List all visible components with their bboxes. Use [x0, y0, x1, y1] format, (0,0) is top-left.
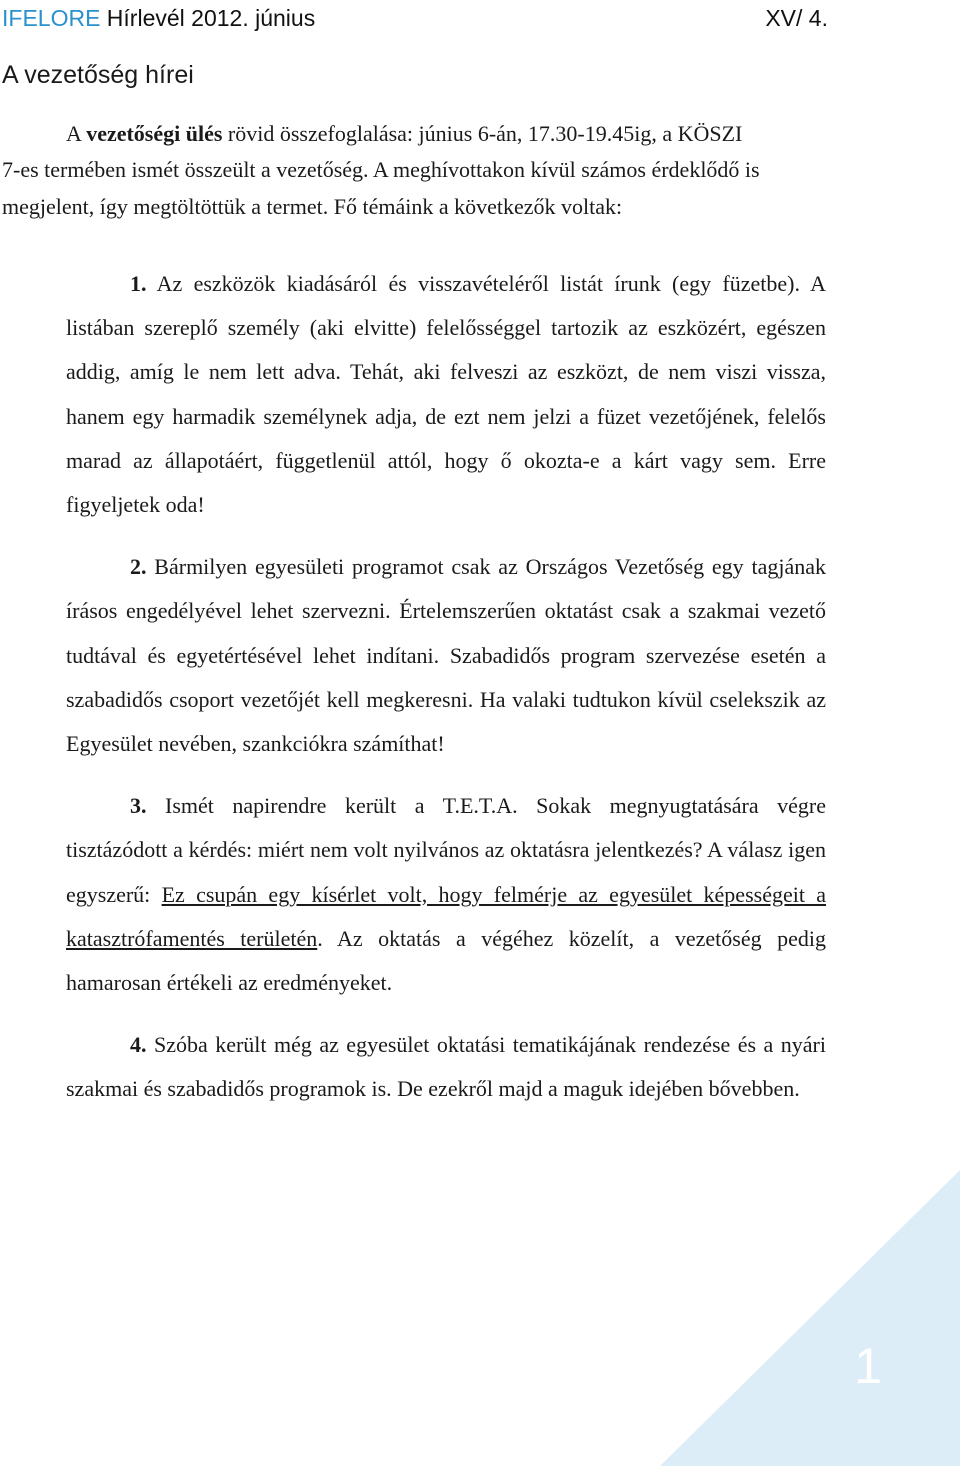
item-text-after: . Az oktatás a végéhez közelít, a vezetőség pedig hamarosan értékeli az eredményeket.: [66, 925, 826, 996]
section-title: A vezetőség hírei: [2, 61, 194, 89]
intro-paragraph: [2, 116, 762, 225]
newsletter-header: [2, 4, 828, 32]
agenda-list: [66, 262, 826, 1130]
corner-triangle: [660, 1170, 960, 1466]
agenda-item-3: [66, 784, 826, 1005]
issue-date: Hírlevél 2012. június: [100, 5, 316, 31]
intro-bold-term: vezetőségi ülés: [86, 121, 223, 146]
issue-number: XV/ 4.: [765, 5, 828, 31]
agenda-item-2: [66, 545, 826, 766]
page-number: 1: [854, 1338, 882, 1394]
item-number: 2.: [130, 554, 147, 580]
agenda-item-4: [66, 1023, 826, 1111]
item-text: Bármilyen egyesületi programot csak az Országos Vezetőség egy tagjának írásos engedélyével lehet szervezni. Értelemszerűen oktatást csak a szakmai vezető tudtával és egyetértésével lehet indítani. Szabadidős program szervezése esetén a szabadidős csoport vezetőjét kell megkeresni. Ha valaki tudtukon kívül cselekszik az Egyesület nevében, szankciókra számíthat!: [66, 554, 826, 757]
item-text: Ismét napirendre került a T.E.T.A. Sokak megnyugtatására végre tisztázódott a kérdés: miért nem volt nyilvános az oktatásra jelentkezés? A válasz igen egyszerű:: [66, 793, 826, 907]
item-number: 3.: [130, 793, 147, 819]
brand-name: IFELORE: [2, 5, 101, 31]
item-number: 4.: [130, 1032, 147, 1058]
corner-decoration: [660, 1170, 960, 1466]
item-text: Szóba került még az egyesület oktatási tematikájának rendezése és a nyári szakmai és szabadidős programok is. De ezekről majd a maguk idejében bővebben.: [66, 1032, 826, 1102]
item-number: 1.: [130, 271, 147, 296]
agenda-item-1: [66, 262, 826, 527]
item-underlined-text: Ez csupán egy kísérlet volt, hogy felmérje az egyesület képességeit a katasztrófamentés területén: [66, 881, 826, 951]
intro-text: rövid összefoglalása: június 6-án, 17.30-19.45ig, a KÖSZI 7-es termében ismét összeült a vezetőség. A meghívottakon kívül számos érdeklődő is megjelent, így megtöltöttük a termet. Fő témáink a következők voltak:: [2, 121, 760, 219]
item-text: Az eszközök kiadásáról és visszavételéről listát írunk (egy füzetbe). A listában szereplő személy (aki elvitte) felelősséggel tartozik az eszközért, egészen addig, amíg le nem lett adva. Tehát, aki felveszi az eszközt, de nem viszi vissza, hanem egy harmadik személynek adja, de ezt nem jelzi a füzet vezetőjének, felelős marad az állapotáért, függetlenül attól, hogy ő okozta-e a kárt vagy sem. Erre figyeljetek oda!: [66, 271, 826, 518]
intro-lead: A: [66, 121, 87, 146]
